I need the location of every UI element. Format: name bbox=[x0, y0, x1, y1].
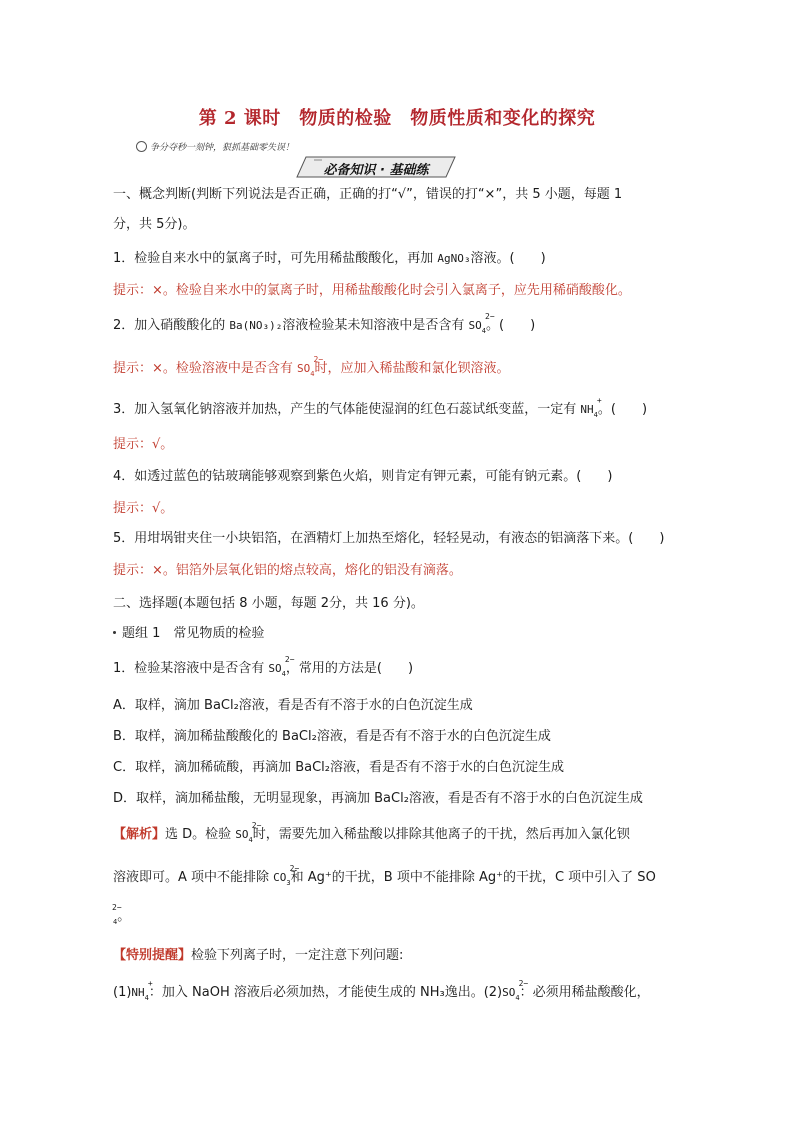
hint-4: 提示：√。 bbox=[113, 501, 174, 516]
special-tip: 【特别提醒】检验下列离子时，一定注意下列问题: bbox=[113, 948, 404, 963]
section1-heading-line2: 分，共 5分)。 bbox=[113, 217, 196, 232]
slogan: 争分夺秒一刻钟，狠抓基础零失误！ bbox=[136, 140, 294, 153]
sulfate-ion: $SO_4$ 2− bbox=[268, 655, 295, 678]
section2-heading: 二、选择题(本题包括 8 小题，每题 2分，共 16 分)。 bbox=[113, 596, 424, 611]
question-3: 3．加入氢氧化钠溶液并加热，产生的气体能使湿润的红色石蕊试纸变蓝，一定有 $NH_4$ + 。( ) bbox=[113, 402, 683, 423]
sulfate-ion: $SO_4$ 2− bbox=[297, 355, 324, 378]
question-4: 4．如透过蓝色的钴玻璃能够观察到紫色火焰，则肯定有钾元素，可能有钠元素。( ) bbox=[113, 469, 613, 484]
sulfate-ion: $SO_4$ 2− bbox=[502, 979, 529, 1002]
hint-5: 提示：×。铝箔外层氧化铝的熔点较高，熔化的铝没有滴落。 bbox=[113, 563, 462, 578]
sulfate-ion: $SO_4$ 2− bbox=[468, 312, 495, 335]
analysis-line1: 【解析】选 D。检验 $SO_4$ 2− 时，需要先加入稀盐酸以排除其他离子的干扰，然后再加入氯化钡 bbox=[113, 827, 683, 848]
analysis-line3: $_4$ 2− 。 bbox=[113, 909, 683, 930]
sulfate-ion: $_4$ 2− bbox=[112, 903, 122, 926]
question-5: 5．用坩埚钳夹住一小块铝箔，在酒精灯上加热至熔化，轻轻晃动，有液态的铝滴落下来。( ) bbox=[113, 531, 665, 546]
bullet-icon bbox=[113, 631, 116, 634]
clock-icon bbox=[136, 141, 147, 152]
option-a: A．取样，滴加 BaCl₂溶液，看是否有不溶于水的白色沉淀生成 bbox=[113, 698, 473, 713]
question-1: 1．检验自来水中的氯离子时，可先用稀盐酸酸化，再加 AgNO₃溶液。( ) bbox=[113, 251, 546, 266]
question-2: 2．加入硝酸酸化的 Ba(NO₃)₂溶液检验某未知溶液中是否含有 $SO_4$ 2− 。( ) bbox=[113, 318, 683, 339]
section1-heading-line1: 一、概念判断(判断下列说法是否正确，正确的打“√”，错误的打“×”，共 5 小题，每题 1 bbox=[113, 187, 623, 202]
section-banner: 必备知识 · 基础练 bbox=[296, 156, 456, 178]
question-group-1: 题组 1 常见物质的检验 bbox=[113, 626, 683, 641]
sulfate-ion: $SO_4$ 2− bbox=[235, 821, 262, 844]
hint-2: 提示：×。检验溶液中是否含有 $SO_4$ 2− 时，应加入稀盐酸和氯化钡溶液。 bbox=[113, 361, 683, 382]
mc-question-1: 1．检验某溶液中是否含有 $SO_4$ 2− ，常用的方法是( ) bbox=[113, 661, 683, 682]
hint-3: 提示：√。 bbox=[113, 437, 174, 452]
ammonium-ion: $NH_4$ + bbox=[580, 396, 602, 419]
ammonium-ion: $NH_4$ + bbox=[131, 979, 153, 1002]
analysis-line2: 溶液即可。A 项中不能排除 $CO_3$ 2− 和 Ag⁺的干扰，B 项中不能排除 Ag⁺的干扰，C 项中引入了 SO bbox=[113, 870, 683, 891]
carbonate-ion: $CO_3$ 2− bbox=[273, 864, 300, 887]
hint-1: 提示：×。检验自来水中的氯离子时，用稀盐酸酸化时会引入氯离子，应先用稀硝酸酸化。 bbox=[113, 283, 631, 298]
option-b: B．取样，滴加稀盐酸酸化的 BaCl₂溶液，看是否有不溶于水的白色沉淀生成 bbox=[113, 729, 551, 744]
page-title: 第 2 课时 物质的检验 物质性质和变化的探究 bbox=[198, 108, 596, 129]
option-c: C．取样，滴加稀硫酸，再滴加 BaCl₂溶液，看是否有不溶于水的白色沉淀生成 bbox=[113, 760, 564, 775]
option-d: D．取样，滴加稀盐酸，无明显现象，再滴加 BaCl₂溶液，看是否有不溶于水的白色沉淀生成 bbox=[113, 791, 643, 806]
special-tip-detail: $(1)NH_4$ + ：加入 NaOH 溶液后必须加热，才能使生成的 NH₃逸出。$(2)SO_4$ 2− ：必须用稀盐酸酸化， bbox=[113, 985, 683, 1006]
